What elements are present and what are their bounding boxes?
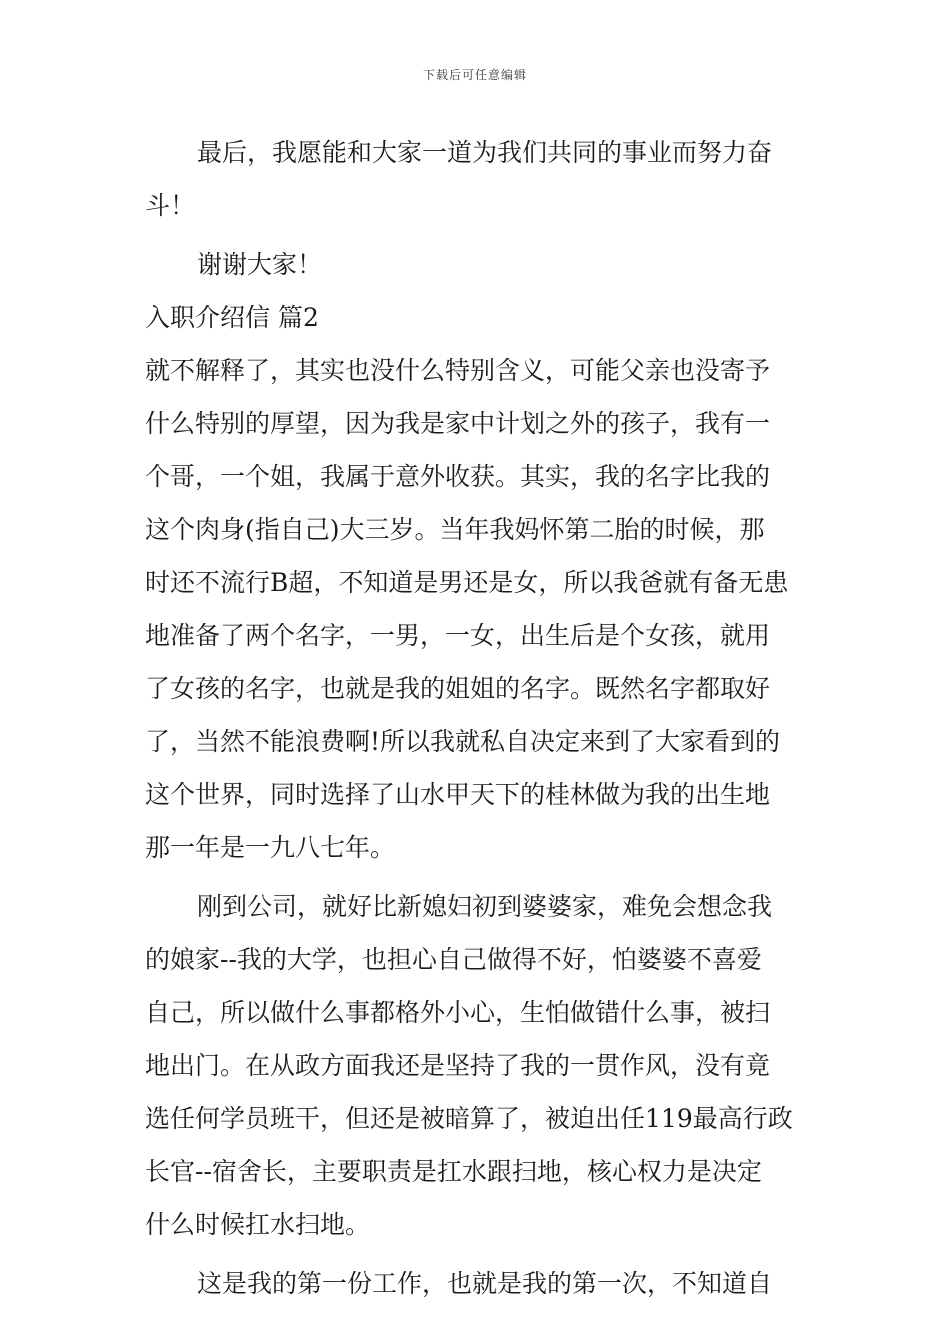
paragraph-line: 什么时候扛水扫地。 <box>145 1210 371 1239</box>
paragraph-line: 个哥，一个姐，我属于意外收获。其实，我的名字比我的 <box>145 462 771 491</box>
section-heading: 入职介绍信 篇2 <box>145 303 319 332</box>
paragraph-line: 了，当然不能浪费啊!所以我就私自决定来到了大家看到的 <box>145 727 781 756</box>
paragraph-line: 那一年是一九八七年。 <box>145 833 396 862</box>
paragraph-line: 自己，所以做什么事都格外小心，生怕做错什么事，被扫 <box>145 998 771 1027</box>
closing-thanks: 谢谢大家！ <box>197 250 323 279</box>
paragraph-line: 这个肉身(指自己)大三岁。当年我妈怀第二胎的时候，那 <box>145 515 765 544</box>
paragraph-line: 的娘家--我的大学，也担心自己做得不好，怕婆婆不喜爱 <box>145 945 762 974</box>
paragraph-line: 选任何学员班干，但还是被暗算了，被迫出任119最高行政 <box>145 1104 793 1133</box>
paragraph-line: 斗！ <box>145 191 196 220</box>
paragraph-line: 了女孩的名字，也就是我的姐姐的名字。既然名字都取好 <box>145 674 771 703</box>
paragraph-line: 就不解释了，其实也没什么特别含义，可能父亲也没寄予 <box>145 356 771 385</box>
paragraph-line: 最后，我愿能和大家一道为我们共同的事业而努力奋 <box>197 138 773 167</box>
paragraph-line: 这个世界，同时选择了山水甲天下的桂林做为我的出生地 <box>145 780 771 809</box>
paragraph-line: 刚到公司，就好比新媳妇初到婆婆家，难免会想念我 <box>197 892 773 921</box>
paragraph-line: 时还不流行B超，不知道是男还是女，所以我爸就有备无患 <box>145 568 789 597</box>
paragraph-line: 地出门。在从政方面我还是坚持了我的一贯作风，没有竟 <box>145 1051 771 1080</box>
paragraph-line: 地准备了两个名字，一男，一女，出生后是个女孩，就用 <box>145 621 771 650</box>
paragraph-line: 这是我的第一份工作，也就是我的第一次，不知道自 <box>197 1269 773 1298</box>
paragraph-line: 什么特别的厚望，因为我是家中计划之外的孩子，我有一 <box>145 409 771 438</box>
paragraph-line: 长官--宿舍长，主要职责是扛水跟扫地，核心权力是决定 <box>145 1157 762 1186</box>
page-header-note: 下载后可任意编辑 <box>422 68 527 82</box>
document-body <box>145 126 813 1310</box>
